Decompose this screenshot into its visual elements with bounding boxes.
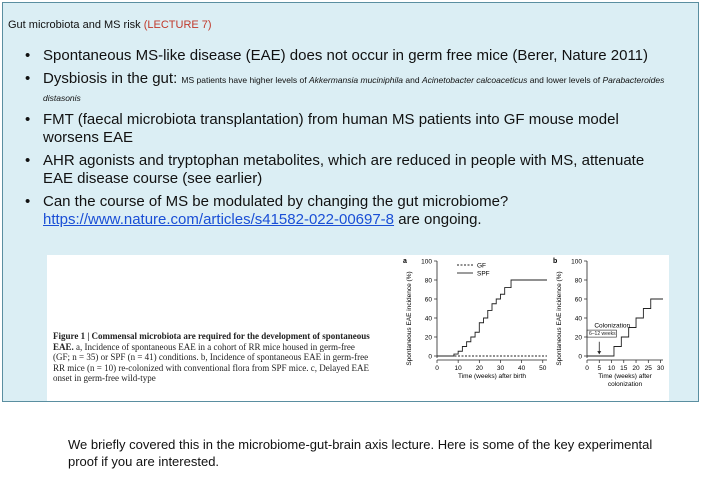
slide-title-text: Gut microbiota and MS risk: [8, 19, 141, 31]
panel-b-y-label: Spontaneous EAE incidence (%): [556, 271, 563, 366]
panel-b-y-tick-label: 60: [574, 296, 582, 304]
colonization-arrow-head: [597, 351, 601, 354]
panel-b-x-label-2: colonization: [607, 381, 643, 388]
bullet-5: [25, 193, 675, 229]
panel-a-y-tick-label: 60: [424, 296, 432, 304]
bullet-4: [25, 152, 675, 188]
slide-panel: [2, 2, 699, 402]
nature-article-link[interactable]: https://www.nature.com/articles/s41582-022-00697-8: [43, 211, 395, 228]
panel-b-x-tick-label: 20: [632, 365, 640, 372]
species-parabacteroides: Parabacteroides distasonis: [43, 75, 665, 103]
panel-a-x-tick-label: 20: [475, 365, 483, 372]
panel-a-y-tick-label: 20: [424, 334, 432, 342]
panel-a-y-label: Spontaneous EAE incidence (%): [406, 271, 413, 366]
panel-b-x-label: Time (weeks) after: [598, 373, 652, 380]
panel-a-x-tick-label: 10: [454, 365, 462, 372]
figure-image: [47, 255, 669, 401]
panel-a-y-tick-label: 80: [424, 277, 432, 285]
bullet-3: [25, 111, 675, 147]
panel-a-x-tick-label: 0: [435, 365, 439, 372]
panel-b-x-tick-label: 30: [656, 365, 665, 372]
slide-title: [8, 19, 212, 31]
bullet-list: [25, 47, 675, 234]
colonization-annotation: Colonization: [594, 322, 631, 330]
panel-b-letter: b: [553, 258, 558, 265]
species-acinetobacter: Acinetobacter calcoaceticus: [421, 75, 528, 85]
speaker-note: We briefly covered this in the microbiome-gut-brain axis lecture. Here is some of the key experimental proof if you are interested.: [68, 437, 653, 469]
panel-a-series-spf-line: [437, 280, 547, 356]
bullet-2-detail-part2: and: [405, 75, 420, 85]
bullet-4-text: AHR agonists and tryptophan metabolites, which are reduced in people with MS, attenuate EAE disease course (see earlier): [43, 152, 645, 187]
panel-b-x-tick-label: 0: [585, 365, 589, 372]
bullet-5-tail: are ongoing.: [398, 211, 482, 228]
panel-b-x-tick-label: 15: [620, 365, 628, 372]
figure-caption-text: a, Incidence of spontaneous EAE in a cohort of RR mice housed in germ-free (GF; n = 35) or SPF (n = 41) conditions. b, Incidence of spontaneous EAE in germ-free RR mice (n = 10) re-colonized with conventional flora from SPF mice. c, Delayed EAE onset in germ-free wild-type: [53, 341, 369, 383]
figure-caption-bold: Figure 1 | Commensal microbiota are required for the development of spontaneous EAE.: [53, 331, 370, 352]
bullet-2: [25, 70, 675, 106]
colonization-period-label: 6–12 weeks: [589, 331, 616, 338]
bullet-2-detail-part3: and lower levels of: [529, 75, 601, 85]
panel-a-x-tick-label: 40: [517, 365, 526, 372]
lecture-tag: (LECTURE 7): [143, 19, 212, 31]
bullet-1-text: Spontaneous MS-like disease (EAE) does not occur in germ free mice (Berer, Nature 2011): [43, 47, 649, 64]
panel-b-x-tick-label: 5: [597, 365, 602, 372]
figure-caption: [53, 331, 371, 384]
panel-b-y-tick-label: 0: [578, 353, 582, 361]
panel-b-y-tick-label: 20: [574, 334, 582, 342]
panel-b-y-tick-label: 80: [574, 277, 582, 285]
panel-a-x-tick-label: 50: [539, 365, 547, 372]
panel-b-x-tick-label: 25: [644, 365, 652, 372]
panel-a-y-tick-label: 40: [424, 315, 432, 323]
bullet-2-lead: Dysbiosis in the gut:: [43, 70, 178, 87]
bullet-1: [25, 47, 675, 65]
panel-b-y-tick-label: 40: [574, 315, 582, 323]
panel-b-x-tick-label: 10: [607, 365, 616, 372]
legend-gf-label: GF: [477, 262, 487, 270]
legend-spf-label: SPF: [477, 270, 490, 278]
panel-a-y-tick-label: 0: [428, 353, 432, 361]
species-akkermansia: Akkermansia muciniphila: [309, 75, 404, 85]
bullet-2-detail-part1: MS patients have higher levels of: [181, 75, 307, 85]
panel-a-x-label: Time (weeks) after birth: [457, 373, 527, 380]
bullet-5-text: Can the course of MS be modulated by changing the gut microbiome?: [43, 193, 509, 210]
panel-b-y-tick-label: 100: [571, 258, 582, 266]
panel-a-x-tick-label: 30: [496, 365, 505, 372]
panel-a-y-tick-label: 100: [421, 258, 432, 266]
bullet-3-text: FMT (faecal microbiota transplantation) from human MS patients into GF mouse model worsens EAE: [43, 111, 619, 146]
panel-a-letter: a: [403, 258, 407, 265]
